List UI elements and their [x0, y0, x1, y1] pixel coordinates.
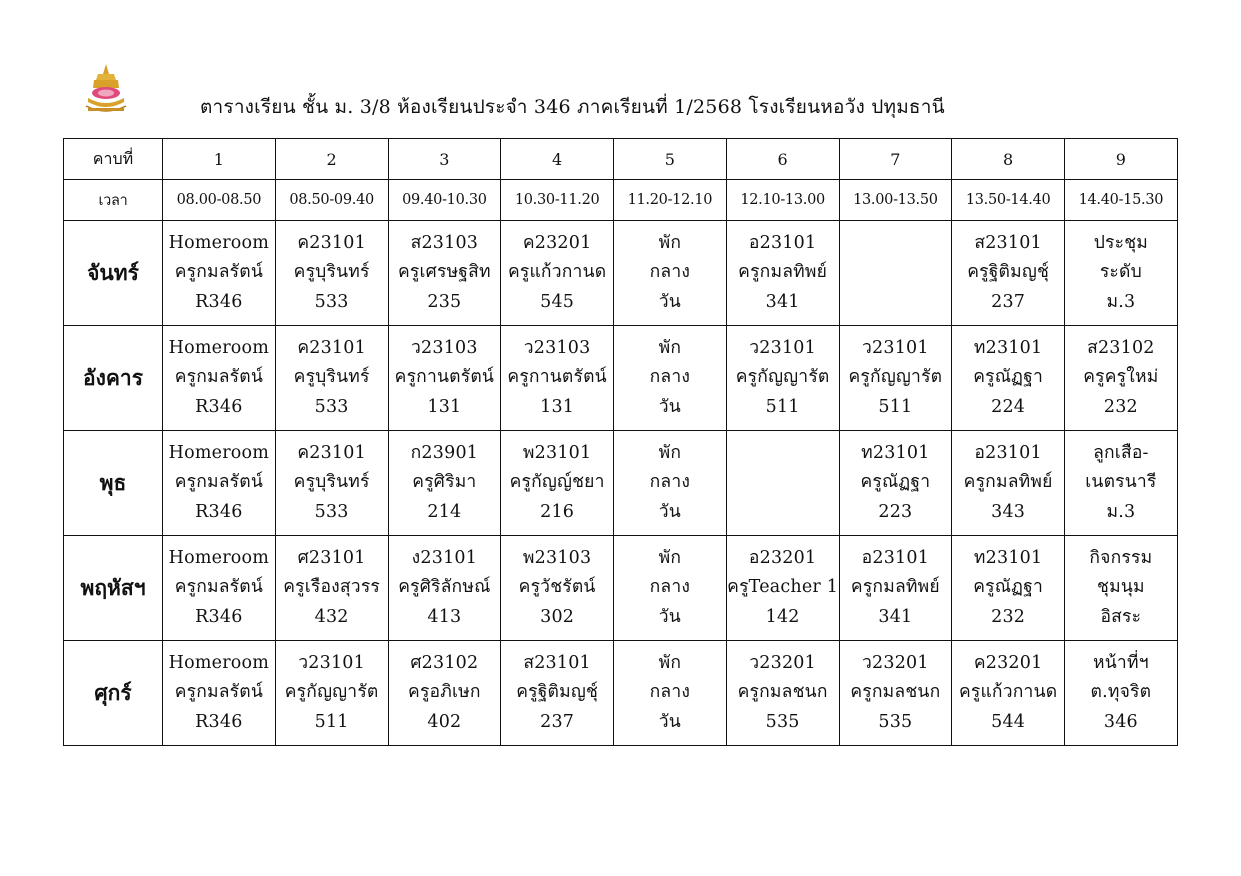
- room-number: 235: [427, 291, 462, 312]
- room-number: 432: [314, 606, 349, 627]
- teacher-name: ครูฐิติมญชุ์: [967, 262, 1050, 283]
- period-time: 12.10-13.00: [726, 180, 839, 221]
- period-number: 4: [501, 139, 614, 180]
- room-number: 232: [991, 606, 1026, 627]
- day-row: [64, 221, 1178, 326]
- subject-code: กิจกรรม: [1089, 547, 1153, 568]
- schedule-cell: [163, 326, 276, 431]
- room-number: 535: [765, 711, 800, 732]
- room-number: วัน: [658, 711, 681, 732]
- teacher-name: ครูศิริมา: [412, 472, 477, 493]
- room-number: 545: [540, 291, 575, 312]
- period-number: 9: [1065, 139, 1178, 180]
- teacher-name: ครูเรืองสุวรร: [283, 577, 381, 598]
- subject-code: ค23201: [522, 232, 592, 253]
- schedule-cell: [952, 641, 1065, 746]
- teacher-name: ครูกมลรัตน์: [174, 577, 264, 598]
- room-number: วัน: [658, 501, 681, 522]
- schedule-cell: [275, 536, 388, 641]
- subject-code: พัก: [658, 232, 682, 253]
- subject-code: ค23101: [297, 442, 366, 463]
- period-row: [64, 139, 1178, 180]
- schedule-cell: [839, 536, 952, 641]
- schedule-cell: [275, 431, 388, 536]
- teacher-name: ครูบุรินทร์: [293, 472, 370, 493]
- schedule-cell: [388, 221, 501, 326]
- schedule-cell: [275, 641, 388, 746]
- room-number: R346: [195, 606, 243, 627]
- period-number: 2: [275, 139, 388, 180]
- room-number: R346: [195, 501, 243, 522]
- subject-code: ส23101: [974, 232, 1042, 253]
- period-label: คาบที่: [64, 139, 163, 180]
- subject-code: ว23101: [862, 337, 929, 358]
- period-number: 7: [839, 139, 952, 180]
- teacher-name: ครูกมลทิพย์: [850, 577, 940, 598]
- room-number: วัน: [658, 606, 681, 627]
- schedule-cell: [275, 326, 388, 431]
- room-number: 302: [540, 606, 575, 627]
- period-time: 11.20-12.10: [614, 180, 727, 221]
- subject-code: พ23101: [522, 442, 592, 463]
- teacher-name: ครูครูใหม่: [1083, 367, 1159, 388]
- subject-code: ว23101: [298, 652, 365, 673]
- teacher-name: ครูกัญญารัต: [735, 367, 830, 388]
- room-number: 535: [878, 711, 913, 732]
- subject-code: พัก: [658, 652, 682, 673]
- subject-code: ส23101: [523, 652, 591, 673]
- teacher-name: ครูกานตรัตน์: [394, 367, 495, 388]
- subject-code: ว23103: [411, 337, 478, 358]
- subject-code: ง23101: [411, 547, 478, 568]
- subject-code: ว23101: [749, 337, 816, 358]
- schedule-cell: [614, 326, 727, 431]
- schedule-cell: [726, 641, 839, 746]
- room-number: อิสระ: [1100, 606, 1142, 627]
- room-number: 237: [540, 711, 575, 732]
- teacher-name: ครูกัญญ์ชยา: [509, 472, 605, 493]
- teacher-name: ครูณัฏฐา: [860, 472, 931, 493]
- room-number: 533: [314, 396, 349, 417]
- teacher-name: กลาง: [649, 367, 691, 388]
- schedule-cell: [388, 641, 501, 746]
- subject-code: ศ23101: [297, 547, 366, 568]
- teacher-name: ครูกมลทิพย์: [963, 472, 1053, 493]
- day-name: พุธ: [64, 431, 163, 536]
- subject-code: ลูกเสือ-: [1093, 442, 1149, 463]
- schedule-cell: [839, 431, 952, 536]
- schedule-cell: [388, 536, 501, 641]
- period-number: 6: [726, 139, 839, 180]
- subject-code: Homeroom: [168, 337, 270, 358]
- teacher-name: ชุมนุม: [1097, 577, 1145, 598]
- schedule-cell: [726, 326, 839, 431]
- room-number: 131: [427, 396, 462, 417]
- room-number: 223: [878, 501, 913, 522]
- schedule-cell: [614, 536, 727, 641]
- teacher-name: ครูกมลชนก: [850, 682, 941, 703]
- room-number: 237: [991, 291, 1026, 312]
- day-name: พฤหัสฯ: [64, 536, 163, 641]
- time-row: [64, 180, 1178, 221]
- teacher-name: ครูแก้วกานด: [507, 262, 607, 283]
- room-number: 511: [765, 396, 800, 417]
- day-row: [64, 641, 1178, 746]
- room-number: 341: [878, 606, 913, 627]
- schedule-cell: [1065, 536, 1178, 641]
- room-number: R346: [195, 291, 243, 312]
- subject-code: ท23101: [861, 442, 930, 463]
- room-number: ม.3: [1106, 501, 1136, 522]
- teacher-name: ครูวัชรัตน์: [518, 577, 596, 598]
- room-number: 341: [765, 291, 800, 312]
- teacher-name: กลาง: [649, 262, 691, 283]
- schedule-cell: [388, 431, 501, 536]
- period-number: 1: [163, 139, 276, 180]
- page-title: ตารางเรียน ชั้น ม. 3/8 ห้องเรียนประจำ 346 ภาคเรียนที่ 1/2568 โรงเรียนหอวัง ปทุมธานี: [200, 96, 945, 118]
- schedule-cell: [726, 221, 839, 326]
- room-number: วัน: [658, 291, 681, 312]
- period-time: 10.30-11.20: [501, 180, 614, 221]
- period-number: 8: [952, 139, 1065, 180]
- schedule-cell: [163, 431, 276, 536]
- schedule-cell: [839, 221, 952, 326]
- day-name: ศุกร์: [64, 641, 163, 746]
- teacher-name: ครูบุรินทร์: [293, 367, 370, 388]
- room-number: วัน: [658, 396, 681, 417]
- timetable: [63, 138, 1178, 746]
- subject-code: หน้าที่ฯ: [1093, 652, 1149, 673]
- room-number: 142: [765, 606, 800, 627]
- subject-code: ค23101: [297, 337, 366, 358]
- day-name: อังคาร: [64, 326, 163, 431]
- day-row: [64, 326, 1178, 431]
- teacher-name: ครูณัฏฐา: [973, 367, 1044, 388]
- teacher-name: ครูกมลชนก: [737, 682, 828, 703]
- teacher-name: ระดับ: [1099, 262, 1142, 283]
- subject-code: พัก: [658, 337, 682, 358]
- schedule-cell: [163, 641, 276, 746]
- room-number: 346: [1103, 711, 1138, 732]
- schedule-cell: [388, 326, 501, 431]
- schedule-cell: [614, 431, 727, 536]
- room-number: 214: [427, 501, 462, 522]
- subject-code: Homeroom: [168, 442, 270, 463]
- subject-code: อ23101: [748, 232, 817, 253]
- schedule-cell: [1065, 641, 1178, 746]
- subject-code: พัก: [658, 547, 682, 568]
- room-number: 511: [878, 396, 913, 417]
- teacher-name: กลาง: [649, 472, 691, 493]
- teacher-name: ครูแก้วกานด: [958, 682, 1058, 703]
- room-number: 402: [427, 711, 462, 732]
- schedule-cell: [163, 536, 276, 641]
- schedule-cell: [952, 536, 1065, 641]
- room-number: 544: [991, 711, 1026, 732]
- subject-code: อ23101: [974, 442, 1042, 463]
- schedule-cell: [952, 326, 1065, 431]
- period-time: 13.50-14.40: [952, 180, 1065, 221]
- day-row: [64, 536, 1178, 641]
- teacher-name: ครูกัญญารัต: [284, 682, 379, 703]
- teacher-name: ครูอภิเษก: [408, 682, 481, 703]
- schedule-cell: [614, 221, 727, 326]
- period-time: 09.40-10.30: [388, 180, 501, 221]
- room-number: R346: [195, 396, 243, 417]
- teacher-name: ต.ทุจริต: [1090, 682, 1152, 703]
- period-time: 08.50-09.40: [275, 180, 388, 221]
- subject-code: Homeroom: [168, 232, 270, 253]
- schedule-cell: [1065, 431, 1178, 536]
- subject-code: ว23103: [523, 337, 591, 358]
- room-number: 343: [991, 501, 1026, 522]
- schedule-cell: [1065, 221, 1178, 326]
- teacher-name: เนตรนารี: [1085, 472, 1157, 493]
- schedule-cell: [1065, 326, 1178, 431]
- subject-code: ท23101: [973, 547, 1043, 568]
- subject-code: อ23101: [861, 547, 930, 568]
- day-row: [64, 431, 1178, 536]
- schedule-cell: [839, 641, 952, 746]
- room-number: 131: [540, 396, 575, 417]
- schedule-cell: [275, 221, 388, 326]
- schedule-cell: [952, 431, 1065, 536]
- period-number: 3: [388, 139, 501, 180]
- teacher-name: ครูกานตรัตน์: [507, 367, 607, 388]
- day-name: จันทร์: [64, 221, 163, 326]
- subject-code: ท23101: [973, 337, 1043, 358]
- room-number: ม.3: [1106, 291, 1136, 312]
- teacher-name: ครูเศรษฐสิท: [397, 262, 491, 283]
- room-number: 216: [540, 501, 575, 522]
- period-time: 14.40-15.30: [1065, 180, 1178, 221]
- teacher-name: ครูกัญญารัต: [848, 367, 943, 388]
- room-number: 413: [427, 606, 462, 627]
- schedule-cell: [501, 536, 614, 641]
- teacher-name: ครูกมลรัตน์: [174, 367, 264, 388]
- subject-code: ศ23102: [410, 652, 479, 673]
- teacher-name: ครูฐิติมญชุ์: [516, 682, 599, 703]
- teacher-name: ครูณัฏฐา: [973, 577, 1044, 598]
- room-number: 224: [991, 396, 1026, 417]
- time-label: เวลา: [64, 180, 163, 221]
- teacher-name: กลาง: [649, 577, 691, 598]
- subject-code: Homeroom: [168, 547, 270, 568]
- room-number: 232: [1103, 396, 1138, 417]
- subject-code: ส23102: [1087, 337, 1155, 358]
- schedule-cell: [501, 431, 614, 536]
- schedule-cell: [726, 536, 839, 641]
- subject-code: Homeroom: [168, 652, 270, 673]
- schedule-cell: [952, 221, 1065, 326]
- teacher-name: กลาง: [649, 682, 691, 703]
- subject-code: ส23103: [410, 232, 479, 253]
- subject-code: ค23101: [297, 232, 366, 253]
- period-time: 13.00-13.50: [839, 180, 952, 221]
- subject-code: ว23201: [749, 652, 816, 673]
- teacher-name: ครูกมลทิพย์: [738, 262, 828, 283]
- school-emblem-icon: [82, 62, 130, 114]
- schedule-cell: [839, 326, 952, 431]
- subject-code: อ23201: [748, 547, 817, 568]
- subject-code: พ23103: [522, 547, 592, 568]
- subject-code: พัก: [658, 442, 682, 463]
- period-number: 5: [614, 139, 727, 180]
- teacher-name: ครูกมลรัตน์: [174, 472, 264, 493]
- room-number: 533: [314, 501, 349, 522]
- subject-code: ว23201: [862, 652, 929, 673]
- teacher-name: ครูบุรินทร์: [293, 262, 370, 283]
- subject-code: ประชุม: [1093, 232, 1149, 253]
- period-time: 08.00-08.50: [163, 180, 276, 221]
- schedule-cell: [614, 641, 727, 746]
- room-number: 511: [314, 711, 349, 732]
- schedule-cell: [501, 221, 614, 326]
- room-number: 533: [314, 291, 349, 312]
- schedule-cell: [501, 641, 614, 746]
- teacher-name: ครูกมลรัตน์: [174, 262, 264, 283]
- schedule-cell: [163, 221, 276, 326]
- teacher-name: ครูTeacher 1: [727, 577, 839, 598]
- subject-code: ค23201: [973, 652, 1043, 673]
- subject-code: ก23901: [410, 442, 479, 463]
- teacher-name: ครูศิริลักษณ์: [398, 577, 491, 598]
- room-number: R346: [195, 711, 243, 732]
- teacher-name: ครูกมลรัตน์: [174, 682, 264, 703]
- schedule-cell: [501, 326, 614, 431]
- schedule-cell: [726, 431, 839, 536]
